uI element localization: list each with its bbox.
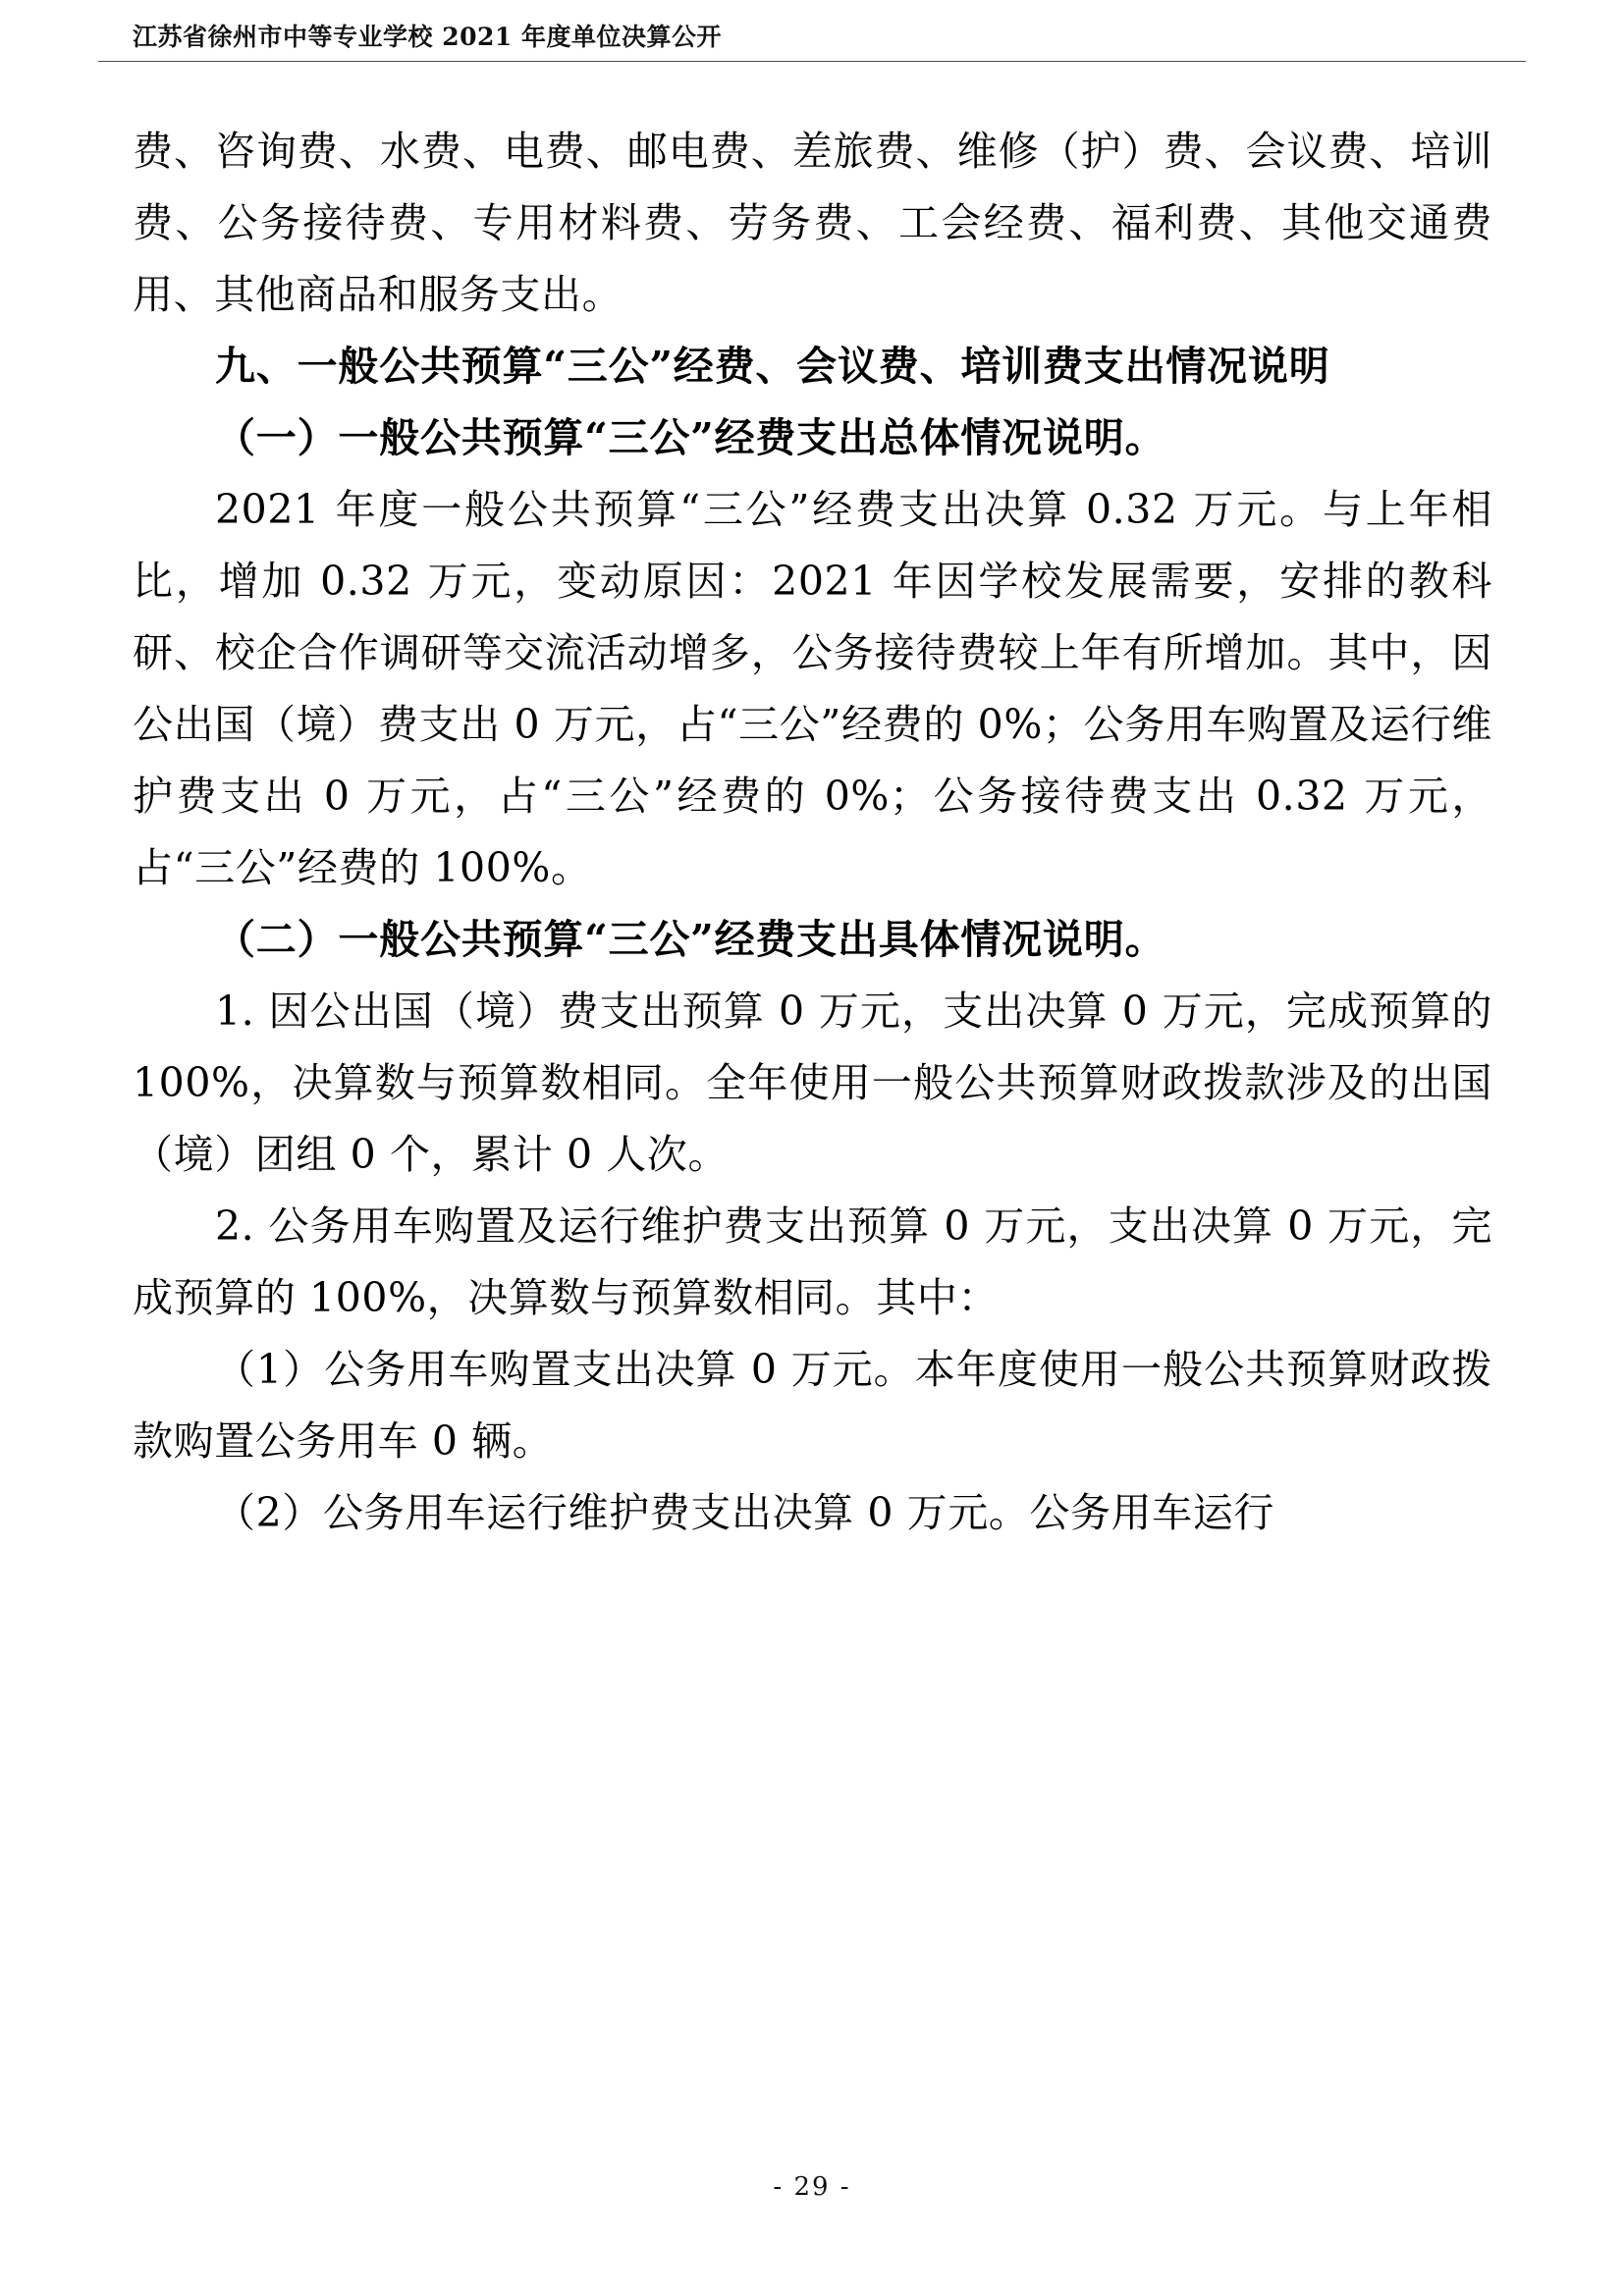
subsection-one-body: 2021 年度一般公共预算“三公”经费支出决算 0.32 万元。与上年相比，增加 0.32 万元，变动原因：2021 年因学校发展需要，安排的教科研、校企合作调研等交流活动增多，公务接待费较上年有所增加。其中，因公出国（境）费支出 0 万元，占“三公”经费的 0%；公务用车购置及运行维护费支出 0 万元，占“三公”经费的 0%；公务接待费支出 0.32 万元，占“三公”经费的 100%。: [133, 486, 1492, 891]
page-footer: [0, 2172, 1624, 2202]
document-body: [133, 116, 1492, 1549]
header-title: 江苏省徐州市中等专业学校 2021 年度单位决算公开: [133, 23, 722, 51]
item-1-paragraph: 1. 因公出国（境）费支出预算 0 万元，支出决算 0 万元，完成预算的 100%，决算数与预算数相同。全年使用一般公共预算财政拨款涉及的出国（境）团组 0 个，累计 0 人次。: [133, 988, 1492, 1178]
item-2-sub-1-paragraph: （1）公务用车购置支出决算 0 万元。本年度使用一般公共预算财政拨款购置公务用车 0 辆。: [133, 1346, 1492, 1465]
item-2-sub-2-paragraph: （2）公务用车运行维护费支出决算 0 万元。公务用车运行: [215, 1489, 1275, 1536]
section-heading-nine: 九、一般公共预算“三公”经费、会议费、培训费支出情况说明: [215, 343, 1330, 390]
page-number: - 29 -: [773, 2172, 851, 2202]
subsection-one-heading: （一）一般公共预算“三公”经费支出总体情况说明。: [215, 414, 1166, 461]
continued-paragraph: 费、咨询费、水费、电费、邮电费、差旅费、维修（护）费、会议费、培训费、公务接待费、专用材料费、劳务费、工会经费、福利费、其他交通费用、其他商品和服务支出。: [133, 128, 1492, 318]
subsection-two-heading: （二）一般公共预算“三公”经费支出具体情况说明。: [215, 916, 1166, 963]
header-divider: [98, 61, 1526, 62]
page-header: [0, 0, 1624, 69]
item-2-paragraph: 2. 公务用车购置及运行维护费支出预算 0 万元，支出决算 0 万元，完成预算的 100%，决算数与预算数相同。其中：: [133, 1202, 1492, 1321]
